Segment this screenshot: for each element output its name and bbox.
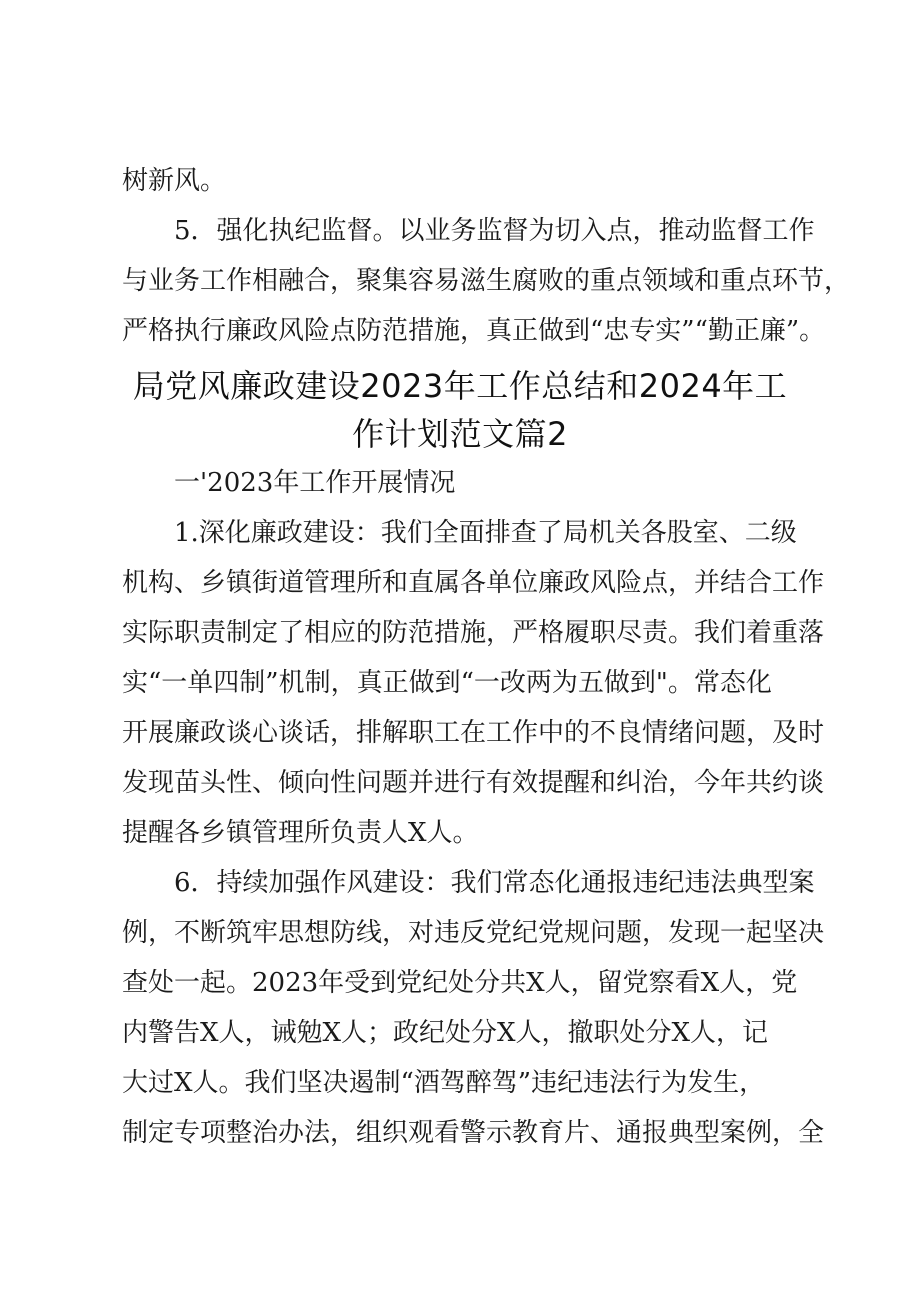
paragraph-1-line-5: 开展廉政谈心谈话，排解职工在工作中的不良情绪问题，及时	[122, 718, 825, 748]
section-heading: 一'2023年工作开展情况	[174, 468, 456, 498]
document-title-line-2: 作计划范文篇2	[352, 415, 568, 453]
paragraph-1-line-3: 实际职责制定了相应的防范措施，严格履职尽责。我们着重落	[122, 618, 825, 648]
intro-line-2: 5．强化执纪监督。以业务监督为切入点，推动监督工作	[174, 216, 815, 246]
paragraph-2-line-2: 例，不断筑牢思想防线，对违反党纪党规问题，发现一起坚决	[122, 918, 825, 948]
paragraph-2-line-1: 6．持续加强作风建设：我们常态化通报违纪违法典型案	[174, 868, 815, 898]
paragraph-2-line-5: 大过X人。我们坚决遏制“酒驾醉驾”违纪违法行为发生，	[122, 1068, 766, 1098]
paragraph-2-line-6: 制定专项整治办法，组织观看警示教育片、通报典型案例，全	[122, 1118, 825, 1148]
document-title-line-1: 局党风廉政建设2023年工作总结和2024年工	[132, 367, 788, 405]
intro-line-1: 树新风。	[122, 166, 227, 196]
intro-line-4: 严格执行廉政风险点防范措施，真正做到“忠专实”“勤正廉”。	[122, 316, 826, 346]
paragraph-1-line-4: 实“一单四制”机制，真正做到“一改两为五做到"。常态化	[122, 668, 772, 698]
paragraph-1-line-1: 1.深化廉政建设：我们全面排查了局机关各股室、二级	[174, 518, 797, 548]
paragraph-1-line-6: 发现苗头性、倾向性问题并进行有效提醒和纠治，今年共约谈	[122, 768, 825, 798]
paragraph-1-line-2: 机构、乡镇街道管理所和直属各单位廉政风险点，并结合工作	[122, 568, 825, 598]
paragraph-2-line-3: 查处一起。2023年受到党纪处分共X人，留党察看X人，党	[122, 968, 798, 998]
paragraph-1-line-7: 提醒各乡镇管理所负责人X人。	[122, 818, 479, 848]
intro-line-3: 与业务工作相融合，聚集容易滋生腐败的重点领域和重点环节，	[122, 266, 851, 296]
paragraph-2-line-4: 内警告X人，诫勉X人；政纪处分X人，撤职处分X人，记	[122, 1018, 769, 1048]
